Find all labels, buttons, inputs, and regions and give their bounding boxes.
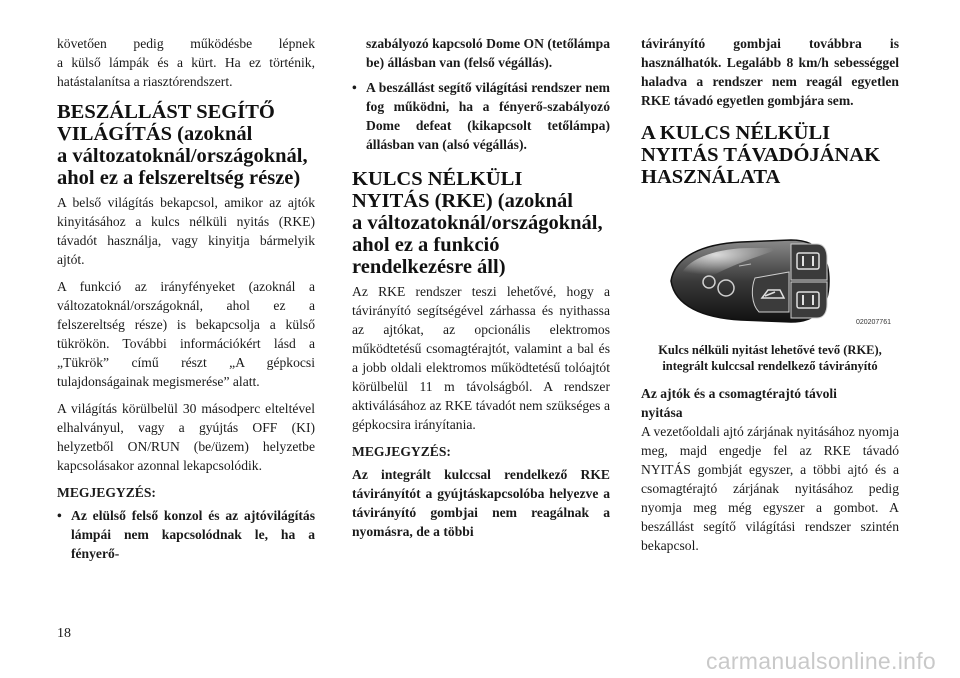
figure-caption: Kulcs nélküli nyitást lehetővé tevő (RKE), integrált kulccsal rendelkező távirányító bbox=[658, 343, 882, 373]
list-item: • Az elülső felső konzol és az ajtóvilágítás lámpái nem kapcsolódnak le, ha a fényerő- bbox=[57, 508, 315, 561]
heading-rke-usage: A KULCS NÉLKÜLI NYITÁS TÁVADÓJÁNAK HASZNÁLATA bbox=[641, 122, 881, 188]
paragraph: A funkció az irányfényeket (azoknál a változatoknál/országoknál, ahol ez a felszereltség része) is bekapcsolja a külső tükrökön. További információkért lásd a „Tükrök” című részt „A gépkocsi tulajdonságainak megismerése” alatt. bbox=[57, 279, 315, 389]
bullet-list bbox=[352, 78, 610, 154]
paragraph: távirányító gombjai továbbra is használhatók. Legalább 8 km/h sebességgel haladva a rendszer nem reagál egyetlen RKE távadó egyetlen gombjára sem. bbox=[641, 36, 899, 108]
note-label: MEGJEGYZÉS: bbox=[57, 485, 156, 500]
paragraph: Az integrált kulccsal rendelkező RKE távirányítót a gyújtáskapcsolóba helyezve a távirányító gombjai nem reagálnak a nyomásra, de a többi bbox=[352, 467, 610, 539]
column-left bbox=[57, 34, 315, 563]
list-item: • A beszállást segítő világítási rendszer nem fog működni, ha a fényerő-szabályozó Dome defeat (kikapcsolt tetőlámpa) állásban van (alsó végállás). bbox=[352, 80, 610, 152]
heading-entry-lighting: BESZÁLLÁST SEGÍTŐ VILÁGÍTÁS (azoknál a változatoknál/országoknál, ahol ez a felszereltség része) bbox=[57, 101, 308, 189]
intro-paragraph: követően pedig működésbe lépnek a külső lámpák és a kürt. Ha ez történik, hatástalanítsa a riasztórendszert. bbox=[57, 36, 315, 89]
note-label: MEGJEGYZÉS: bbox=[352, 444, 451, 459]
bullet-continuation: szabályozó kapcsoló Dome ON (tetőlámpa be) állásban van (felső végállás). bbox=[366, 36, 610, 70]
paragraph: A vezetőoldali ajtó zárjának nyitásához nyomja meg, majd engedje fel az RKE távadó NYITÁS gombját egyszer, a többi ajtó és a csomagtérajtó zárjának nyitásához pedig nyomja meg még egyszer a gombot. A beszállást segítő világítási rendszer szintén bekapcsol. bbox=[641, 424, 899, 553]
column-right bbox=[641, 34, 899, 563]
subheading: Az ajtók és a csomagtérajtó távoli nyitása bbox=[641, 386, 837, 420]
heading-rke: KULCS NÉLKÜLI NYITÁS (RKE) (azoknál a változatoknál/országoknál, ahol ez a funkció rendelkezésre áll) bbox=[352, 168, 603, 278]
paragraph: Az RKE rendszer teszi lehetővé, hogy a távirányító segítségével zárhassa és nyithassa az ajtókat, az opcionális elektromos működtetésű csomagtérajtót, valamint a bal és a jobb oldali elektromos működtetésű tolóajtót körülbelül 11 m távolságból. A rendszer aktiválásához az RKE távadót nem szükséges a gépkocsira irányítania. bbox=[352, 284, 610, 432]
column-middle bbox=[352, 34, 610, 549]
bullet-list bbox=[57, 506, 315, 563]
figure-code: 020207761 bbox=[855, 319, 891, 326]
paragraph: A világítás körülbelül 30 másodperc elteltével elhalványul, vagy a gyújtás OFF (KI) helyzetből ON/RUN (be/üzem) helyzetbe kapcsolásakor azonnal lekapcsolódik. bbox=[57, 401, 315, 473]
paragraph: A belső világítás bekapcsol, amikor az ajtók kinyitásához a kulcs nélküli nyitás (RKE) távadót használja, vagy kinyitja bármelyik ajtót. bbox=[57, 195, 315, 267]
key-fob-figure bbox=[641, 226, 899, 336]
watermark: carmanualsonline.info bbox=[705, 648, 936, 674]
page-number: 18 bbox=[57, 626, 71, 641]
